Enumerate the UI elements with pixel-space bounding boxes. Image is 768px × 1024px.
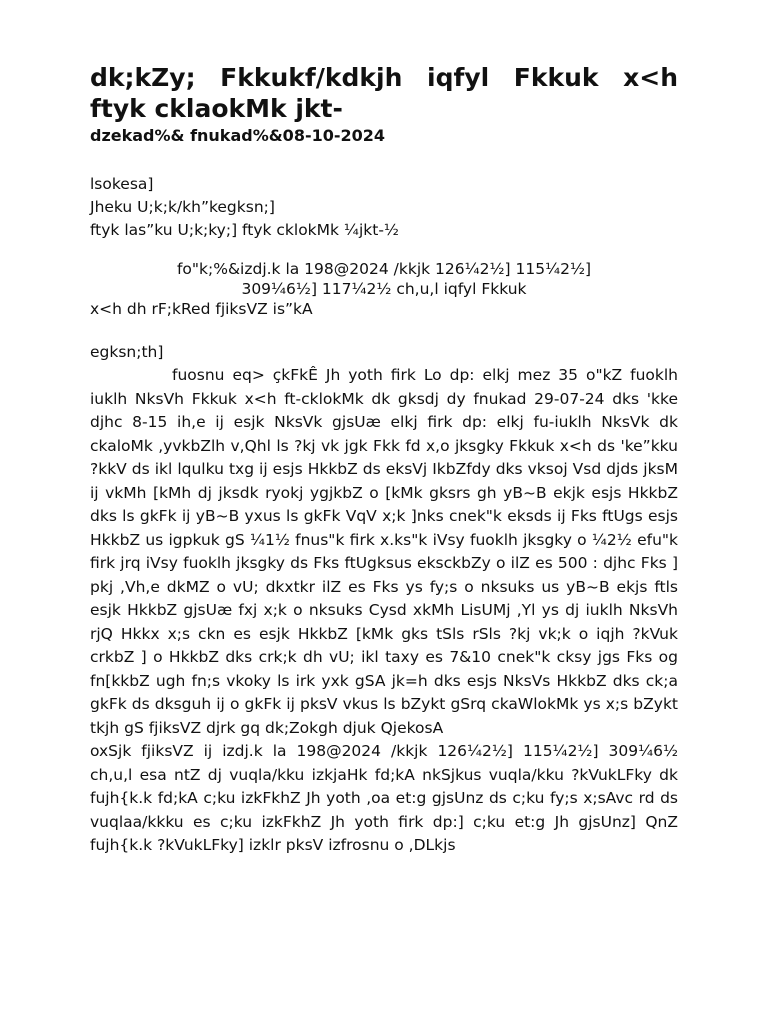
letter-page [90, 62, 678, 858]
subject-line-3: x<h dh rF;kRed fjiksVZ is”kA [90, 300, 313, 318]
reference-number-date: dzekad%& fnukad%&08-10-2024 [90, 126, 386, 145]
body-paragraph-1: fuosnu eq> çkFkÊ Jh yoth firk Lo dp: elkj mez 35 o"kZ fuoklh iuklh NksVh Fkkuk x<h ft-cklokMk dk gksdj dy fnukad 29-07-24 dks 'kke djhc 8-15 ih,e ij esjk NksVk gjsUæ elkj firk dp: elkj fu-iuklh NksVk dk ckaloMk ,yvkbZlh v,Qhl ls ?kj vk jgk Fkk fd x,o jksgky Fkkuk x<h ds 'ke”kku ?kkV ds ikl lqulku txg ij esjs HkkbZ ds eksVj IkbZfdy dks vksoj Vsd djds jksM ij vkMh [kMh dj jksdk ryokj ygjkbZ o [kMk gksrs gh yB~B ekjk esjs HkkbZ dks ls gkFk ij yB~B yxus ls gkFk VqV x;k ]nks cnek"k eksds ij Fks ftUgs esjs HkkbZ us igpkuk gS ¼1½ fnus"k firk x.ks"k iVsy fuoklh jksgky o ¼2½ efu"k firk jrq iVsy fuoklh jksgky ds Fks ftUgksus eksckbZy o ilZ es 500 : djhc Fks ] pkj ,Vh,e dkMZ o vU; dkxtkr ilZ es Fks ys fy;s o nksuks us yB~B ekjs ftls esjk HkkbZ gjsUæ fxj x;k o nksuks Cysd xkMh LisUMj ,Yl ys dj iuklh NksVh rjQ Hkkx x;s ckn es esjk HkkbZ [kMk gks tSls rSls ?kj vk;k o iqjh ?kVuk crkbZ ] o HkkbZ dks crk;k dh vU; ikl taxy es 7&10 cnek"k cksy jgs Fks og fn[kkbZ ugh fn;s vkoky ls irk yxk gSA jk=h dks esjs NksVs HkkbZ dks ck;a gkFk ds dksguh ij o gkFk ij pksV vkus ls bZykt gSrq ckaWlokMk ys x;s bZykt tkjh gS fjiksVZ djrk gq dk;Zokgh djuk QjekosA [90, 366, 678, 737]
address-block [90, 173, 678, 242]
address-line-2: Jheku U;k;k/kh”kegksn;] [90, 198, 275, 216]
letter-title: dk;kZy; Fkkukf/kdkjh iqfyl Fkkuk x<h ftyk cklaokMk jkt- [90, 63, 678, 123]
salutation: egksn;th] [90, 343, 164, 361]
body-paragraph-2: oxSjk fjiksVZ ij izdj.k la 198@2024 /kkjk 126¼2½] 115¼2½] 309¼6½ ch,u,l esa ntZ dj vuqla/kku izkjaHk fd;kA nkSjkus vuqla/kku ?kVukLFky dk fujh{k.k fd;kA c;ku izkFkhZ Jh yoth ,oa et:g gjsUnz ds c;ku fy;s x;sAvc rd ds vuqlaa/kkku es c;ku izkFkhZ Jh yoth firk dp:] c;ku et:g Jh gjsUnz] QnZ fujh{k.k ?kVukLFky] izklr pksV izfrosnu o ,DLkjs [90, 742, 678, 854]
address-line-3: ftyk las”ku U;k;ky;] ftyk cklokMk ¼jkt-½ [90, 221, 399, 239]
subject-line-2: 309¼6½] 117¼2½ ch,u,l iqfyl Fkkuk [241, 280, 527, 298]
address-line-1: lsokesa] [90, 175, 154, 193]
subject-block [90, 259, 678, 319]
subject-line-1: fo"k;%&izdj.k la 198@2024 /kkjk 126¼2½] 115¼2½] [176, 260, 592, 278]
